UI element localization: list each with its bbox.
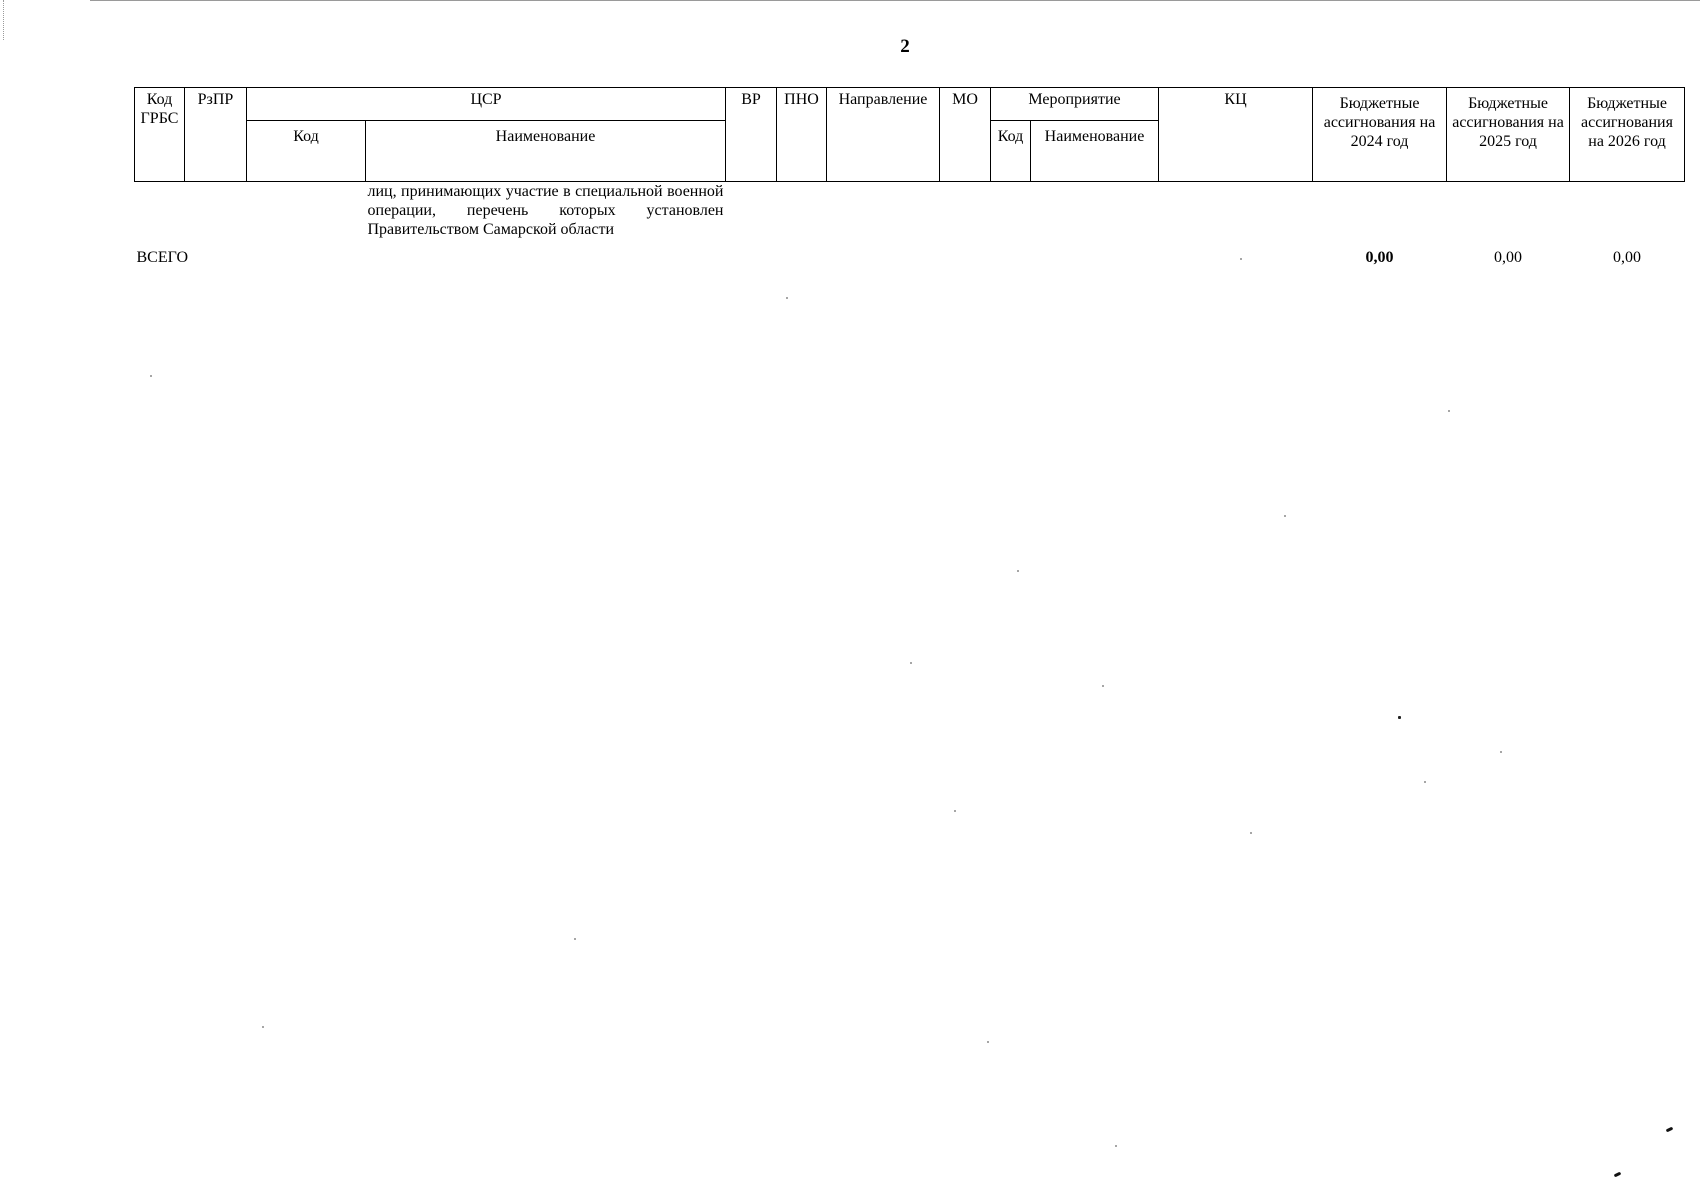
page-edge-left-line <box>3 0 5 40</box>
scan-speck <box>1240 258 1242 260</box>
scan-speck <box>910 662 912 664</box>
scan-speck <box>1102 685 1104 687</box>
scan-speck <box>1398 716 1401 719</box>
scan-speck <box>954 810 956 812</box>
scan-speck <box>262 1026 264 1028</box>
header-napravlenie: Направление <box>827 88 940 182</box>
scan-speck <box>987 1041 989 1043</box>
scan-speck <box>1424 781 1426 783</box>
header-csr: ЦСР <box>247 88 726 121</box>
scan-speck <box>1448 410 1450 412</box>
header-mo: МО <box>940 88 991 182</box>
header-vr: ВР <box>726 88 777 182</box>
scan-speck <box>574 938 576 940</box>
scan-mark <box>1666 1127 1674 1133</box>
scan-speck <box>1500 751 1502 753</box>
header-mer-kod: Код <box>991 121 1031 182</box>
total-row <box>135 239 1685 273</box>
header-mer-name: Наименование <box>1031 121 1159 182</box>
header-kod-grbs: Код ГРБС <box>135 88 185 182</box>
csr-name-continuation: лиц, принимающих участие в специальной военной операции, перечень которых установлен Правительством Самарской области <box>367 183 724 238</box>
header-csr-name: Наименование <box>366 121 726 182</box>
total-2025-value: 0,00 <box>1494 249 1523 266</box>
header-meropriyatie: Мероприятие <box>991 88 1159 121</box>
table-row <box>135 182 1685 240</box>
scan-speck <box>1250 832 1252 834</box>
header-budget-2025: Бюджетные ассигнования на 2025 год <box>1447 88 1570 182</box>
scan-speck <box>150 375 152 377</box>
scan-speck <box>1284 515 1286 517</box>
header-rzpr: РзПР <box>185 88 247 182</box>
total-2026-value: 0,00 <box>1613 249 1642 266</box>
page-edge-line <box>90 0 1700 2</box>
scan-speck <box>786 297 788 299</box>
total-2024-value: 0,00 <box>1365 249 1394 266</box>
header-budget-2026: Бюджетные ассигнования на 2026 год <box>1570 88 1685 182</box>
header-budget-2024: Бюджетные ассигнования на 2024 год <box>1313 88 1447 182</box>
budget-allocation-table <box>134 87 1685 273</box>
header-csr-kod: Код <box>247 121 366 182</box>
header-pno: ПНО <box>777 88 827 182</box>
total-label: ВСЕГО <box>136 249 189 266</box>
page-number: 2 <box>900 36 910 57</box>
scan-speck <box>1017 570 1019 572</box>
header-kc: КЦ <box>1159 88 1313 182</box>
scan-mark <box>1614 1172 1622 1178</box>
scan-speck <box>1115 1145 1117 1147</box>
